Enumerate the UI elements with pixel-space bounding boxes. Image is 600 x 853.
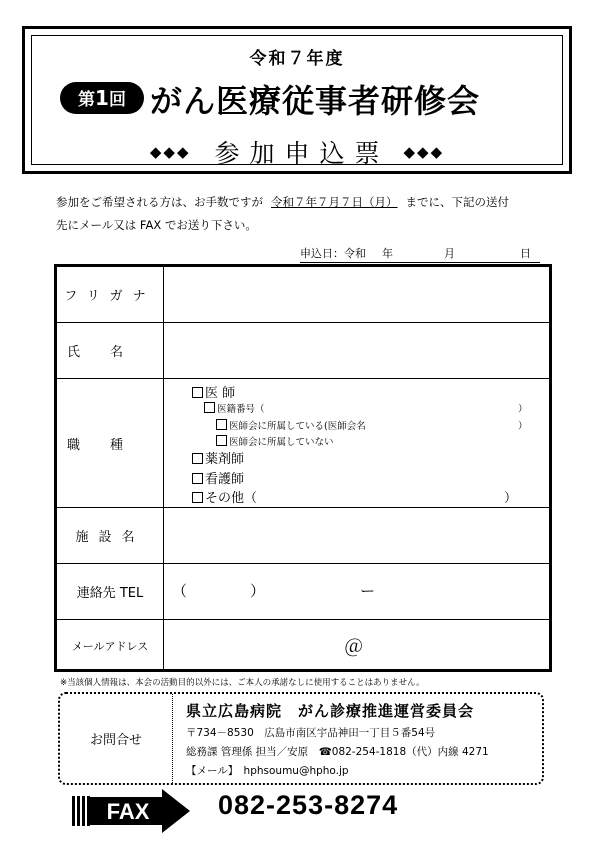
- association-close: ）: [518, 421, 528, 432]
- contact-details: [186, 700, 538, 778]
- fax-arrow-icon: [90, 789, 190, 833]
- name-field[interactable]: [164, 323, 549, 378]
- application-form: [54, 264, 552, 672]
- fiscal-year: 令和７年度: [249, 49, 345, 69]
- diamond-left-icon: ◆◆◆: [149, 143, 191, 161]
- contact-phone: ☎082-254-1818（代）内線 4271: [318, 746, 489, 758]
- name-label: 氏名: [57, 323, 164, 378]
- contact-email[interactable]: hphsoumu@hpho.jp: [243, 765, 349, 777]
- contact-address: 〒734－8530 広島市南区宇品神田一丁目５番54号: [186, 727, 436, 739]
- page-title: がん医療従事者研修会: [150, 82, 481, 120]
- deadline: 令和７年７月７日（月）: [271, 195, 398, 209]
- fax-number: 082-253-8274: [218, 790, 399, 820]
- fax-label: FAX: [106, 799, 150, 824]
- name-row: [57, 323, 549, 379]
- session-badge: 第1回: [60, 82, 144, 114]
- facility-field[interactable]: [164, 508, 549, 563]
- other-option[interactable]: その他（: [192, 487, 257, 506]
- checkbox-icon[interactable]: [204, 402, 215, 413]
- subtitle-row: [32, 134, 562, 170]
- contact-label: お問合せ: [60, 694, 173, 783]
- association-member-option[interactable]: 医師会に所属している(医師会名: [216, 418, 366, 432]
- tel-paren-open: （: [172, 582, 188, 600]
- checkbox-icon[interactable]: [192, 473, 203, 484]
- checkbox-icon[interactable]: [192, 453, 203, 464]
- tel-field[interactable]: [164, 564, 549, 619]
- other-close: ）: [504, 491, 518, 506]
- license-close: ）: [518, 404, 528, 415]
- job-row: [57, 379, 549, 508]
- checkbox-icon[interactable]: [192, 492, 203, 503]
- facility-label: 施設名: [57, 508, 164, 563]
- main-title-row: [44, 76, 562, 120]
- title-inner-frame: [31, 35, 563, 168]
- diamond-right-icon: ◆◆◆: [403, 143, 445, 161]
- contact-box: [58, 692, 544, 785]
- pharmacist-option[interactable]: 薬剤師: [192, 448, 244, 467]
- tel-dash: ー: [360, 582, 376, 600]
- form-subtitle: 参加申込票: [214, 139, 390, 168]
- tel-label: 連絡先 TEL: [57, 564, 164, 619]
- intro-text: 参加をご希望される方は、お手数ですが 令和７年７月７日（月） までに、下記の送付 先にメール又は FAX でお送り下さい。: [56, 195, 509, 232]
- doctor-option[interactable]: 医 師: [192, 382, 235, 401]
- furigana-field[interactable]: [164, 267, 549, 322]
- title-box: [22, 26, 572, 174]
- job-label: 職種: [57, 379, 164, 507]
- tel-row: [57, 564, 549, 620]
- furigana-row: [57, 267, 549, 323]
- association-nonmember-option[interactable]: 医師会に所属していない: [216, 434, 334, 448]
- contact-email-line: 【メール】 hphsoumu@hpho.jp: [186, 765, 349, 777]
- email-at: ＠: [344, 636, 364, 658]
- checkbox-icon[interactable]: [192, 387, 203, 398]
- email-field[interactable]: [164, 620, 549, 672]
- email-label: メールアドレス: [57, 620, 164, 672]
- license-number-option[interactable]: 医籍番号（: [204, 401, 265, 415]
- facility-row: [57, 508, 549, 564]
- email-row: [57, 620, 549, 672]
- job-options: [164, 379, 549, 507]
- tel-paren-close: ）: [250, 582, 266, 600]
- contact-organization: 県立広島病院 がん診療推進運営委員会: [186, 702, 475, 720]
- application-date-line: 申込日：令和 年 月 日: [300, 245, 540, 263]
- furigana-label: フリガナ: [57, 267, 164, 322]
- privacy-note: ※当該個人情報は、本会の活動目的以外には、ご本人の承諾なしに使用することはありません。: [60, 678, 425, 688]
- nurse-option[interactable]: 看護師: [192, 468, 244, 487]
- checkbox-icon[interactable]: [216, 435, 227, 446]
- contact-phone-line: 総務課 管理係 担当／安原 ☎082-254-1818（代）内線 4271: [186, 746, 489, 758]
- checkbox-icon[interactable]: [216, 419, 227, 430]
